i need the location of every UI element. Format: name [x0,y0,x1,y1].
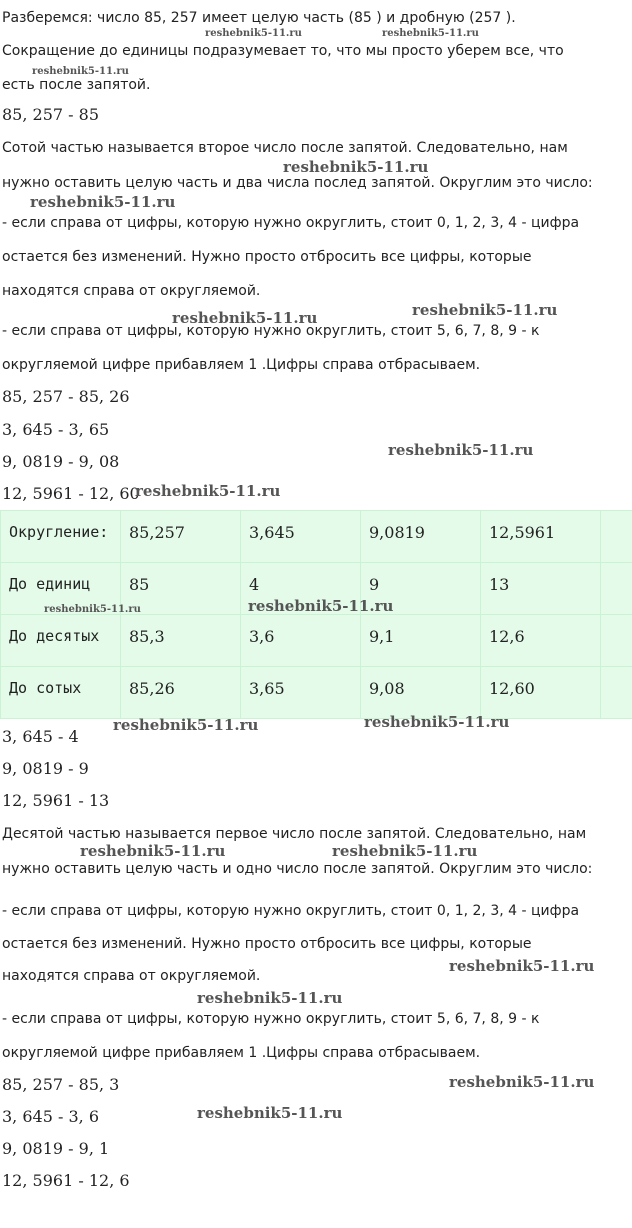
tenths-example-1: 85, 257 - 85, 3 [2,1075,120,1094]
units-example-3: 9, 0819 - 9 [2,759,89,778]
hundredths-example-3: 9, 0819 - 9, 08 [2,452,120,471]
table-cell: 85,3 [121,615,241,667]
tenths-rule-down-line-1: - если справа от цифры, которую нужно округлить, стоит 0, 1, 2, 3, 4 - цифра [2,903,580,919]
table-cell: 9,1 [361,615,481,667]
watermark: reshebnik5-11.ru [248,597,394,615]
table-cell: 3,65 [241,667,361,719]
table-header-label: Округление: [1,511,121,563]
tenths-rule-up-line-2: округляемой цифре прибавляем 1 .Цифры справа отбрасываем. [2,1045,481,1061]
watermark: reshebnik5-11.ru [332,842,478,860]
intro-line-3: есть после запятой. [2,77,151,93]
table-empty-cell [601,667,632,719]
table-cell: 9 [361,563,481,615]
watermark: reshebnik5-11.ru [80,842,226,860]
watermark: reshebnik5-11.ru [382,28,479,39]
table-header-cell: 12,5961 [481,511,601,563]
table-empty-cell [601,511,632,563]
hundredths-example-1: 85, 257 - 85, 26 [2,387,130,406]
table-row [1,511,632,563]
units-example-2: 3, 645 - 4 [2,727,79,746]
table-cell: 13 [481,563,601,615]
table-cell: 12,60 [481,667,601,719]
table-header-cell: 85,257 [121,511,241,563]
watermark: reshebnik5-11.ru [44,604,141,615]
table-cell: 12,6 [481,615,601,667]
rule-up-line-1: - если справа от цифры, которую нужно округлить, стоит 5, 6, 7, 8, 9 - к [2,323,540,339]
rule-down-line-1: - если справа от цифры, которую нужно округлить, стоит 0, 1, 2, 3, 4 - цифра [2,215,580,231]
tenths-example-2: 3, 645 - 3, 6 [2,1107,99,1126]
watermark: reshebnik5-11.ru [449,957,595,975]
table-row [1,615,632,667]
watermark: reshebnik5-11.ru [32,66,129,77]
table-header-cell: 9,0819 [361,511,481,563]
watermark: reshebnik5-11.ru [30,193,176,211]
tenths-example-4: 12, 5961 - 12, 6 [2,1171,130,1190]
table-row-label: До сотых [1,667,121,719]
rule-down-line-2: остается без изменений. Нужно просто отбросить все цифры, которые [2,249,532,265]
watermark: reshebnik5-11.ru [449,1073,595,1091]
hundredths-line-1: Сотой частью называется второе число после запятой. Следовательно, нам [2,140,568,156]
tenths-line-1: Десятой частью называется первое число после запятой. Следовательно, нам [2,826,587,842]
tenths-example-3: 9, 0819 - 9, 1 [2,1139,110,1158]
watermark: reshebnik5-11.ru [172,309,318,327]
table-cell: 9,08 [361,667,481,719]
table-row [1,667,632,719]
tenths-rule-down-line-2: остается без изменений. Нужно просто отбросить все цифры, которые [2,936,532,952]
table-row-label: До десятых [1,615,121,667]
rule-down-line-3: находятся справа от округляемой. [2,283,261,299]
watermark: reshebnik5-11.ru [364,713,510,731]
watermark: reshebnik5-11.ru [205,28,302,39]
hundredths-line-2: нужно оставить целую часть и два числа послед запятой. Округлим это число: [2,175,593,191]
hundredths-example-2: 3, 645 - 3, 65 [2,420,110,439]
intro-line-1: Разберемся: число 85, 257 имеет целую часть (85 ) и дробную (257 ). [2,10,516,26]
tenths-rule-down-line-3: находятся справа от округляемой. [2,968,261,984]
table-cell: 85 [121,563,241,615]
watermark: reshebnik5-11.ru [197,989,343,1007]
watermark: reshebnik5-11.ru [283,158,429,176]
table-cell: 3,6 [241,615,361,667]
hundredths-example-4: 12, 5961 - 12, 60 [2,484,140,503]
tenths-rule-up-line-1: - если справа от цифры, которую нужно округлить, стоит 5, 6, 7, 8, 9 - к [2,1011,540,1027]
intro-line-2: Сокращение до единицы подразумевает то, что мы просто уберем все, что [2,43,564,59]
table-cell: 85,26 [121,667,241,719]
table-header-cell: 3,645 [241,511,361,563]
table-empty-cell [601,615,632,667]
rule-up-line-2: округляемой цифре прибавляем 1 .Цифры справа отбрасываем. [2,357,481,373]
watermark: reshebnik5-11.ru [135,482,281,500]
watermark: reshebnik5-11.ru [113,716,259,734]
table-empty-cell [601,563,632,615]
watermark: reshebnik5-11.ru [388,441,534,459]
units-example-4: 12, 5961 - 13 [2,791,110,810]
table-row-label: До единиц [1,563,121,615]
example-units: 85, 257 - 85 [2,105,100,124]
watermark: reshebnik5-11.ru [412,301,558,319]
tenths-line-2: нужно оставить целую часть и одно число после запятой. Округлим это число: [2,861,593,877]
table-cell: 4 [241,563,361,615]
watermark: reshebnik5-11.ru [197,1104,343,1122]
